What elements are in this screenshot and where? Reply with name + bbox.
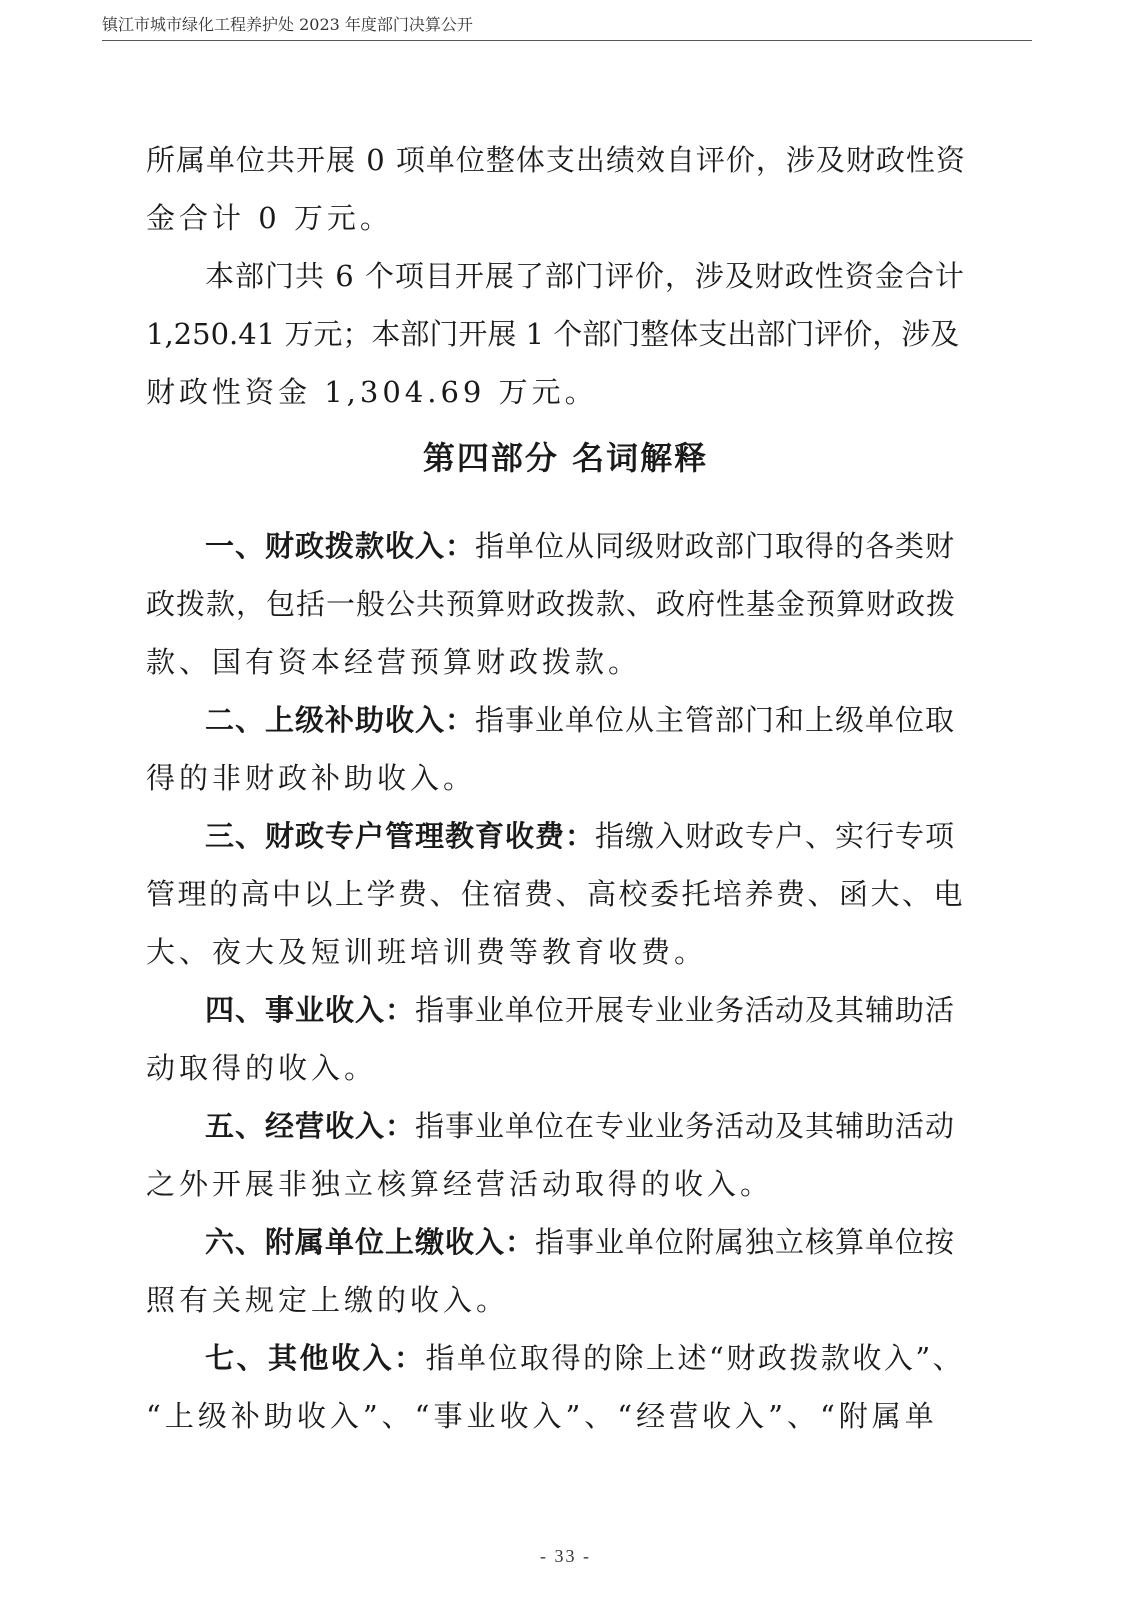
definition-line: 动取得的收入。 xyxy=(146,1051,378,1085)
definition-first-line xyxy=(205,698,965,739)
page-number: - 33 - xyxy=(540,1546,591,1566)
evaluation-line-3: 财政性资金 1,304.69 万元。 xyxy=(146,375,598,409)
definition-first-line xyxy=(205,1336,965,1377)
definition-text: 指事业单位附属独立核算单位按 xyxy=(535,1225,956,1259)
definition-term: 五、经营收入： xyxy=(205,1109,416,1143)
definition-first-line xyxy=(205,1220,965,1261)
definition-first-line xyxy=(205,1104,965,1145)
definition-line: “上级补助收入”、“事业收入”、“经营收入”、“附属单 xyxy=(146,1399,938,1433)
definition-term: 一、财政拨款收入： xyxy=(205,529,476,563)
definition-term: 七、其他收入： xyxy=(205,1341,426,1375)
page-header: 镇江市城市绿化工程养护处 2023 年度部门决算公开 xyxy=(102,14,1032,41)
definition-term: 四、事业收入： xyxy=(205,993,416,1027)
definition-term: 六、附属单位上缴收入： xyxy=(205,1225,536,1259)
continuation-line-1: 所属单位共开展 0 项单位整体支出绩效自评价，涉及财政性资 xyxy=(146,143,966,177)
definition-line: 管理的高中以上学费、住宿费、高校委托培养费、函大、电 xyxy=(146,877,966,911)
evaluation-line-2: 1,250.41 万元；本部门开展 1 个部门整体支出部门评价，涉及 xyxy=(146,317,960,351)
definition-line: 得的非财政补助收入。 xyxy=(146,761,477,795)
definition-text: 指事业单位开展专业业务活动及其辅助活 xyxy=(415,993,956,1027)
definition-first-line xyxy=(205,524,965,565)
definition-text: 指事业单位从主管部门和上级单位取 xyxy=(475,703,956,737)
definition-line: 政拨款，包括一般公共预算财政拨款、政府性基金预算财政拨 xyxy=(146,587,957,621)
definition-first-line xyxy=(205,814,965,855)
evaluation-line-1: 本部门共 6 个项目开展了部门评价，涉及财政性资金合计 xyxy=(205,259,965,293)
continuation-line-2: 金合计 0 万元。 xyxy=(146,201,393,235)
definition-line: 款、国有资本经营预算财政拨款。 xyxy=(146,645,642,679)
definition-first-line xyxy=(205,988,965,1029)
definition-text: 指单位从同级财政部门取得的各类财 xyxy=(475,529,956,563)
section-title: 第四部分 名词解释 xyxy=(422,439,709,477)
definition-term: 二、上级补助收入： xyxy=(205,703,476,737)
definition-line: 之外开展非独立核算经营活动取得的收入。 xyxy=(146,1167,774,1201)
definition-line: 照有关规定上缴的收入。 xyxy=(146,1283,510,1317)
definition-text: 指缴入财政专户、实行专项 xyxy=(595,819,956,853)
definition-text: 指事业单位在专业业务活动及其辅助活动 xyxy=(415,1109,956,1143)
definition-line: 大、夜大及短训班培训费等教育收费。 xyxy=(146,935,708,969)
definition-term: 三、财政专户管理教育收费： xyxy=(205,819,596,853)
definition-text: 指单位取得的除上述“财政拨款收入”、 xyxy=(425,1341,965,1375)
